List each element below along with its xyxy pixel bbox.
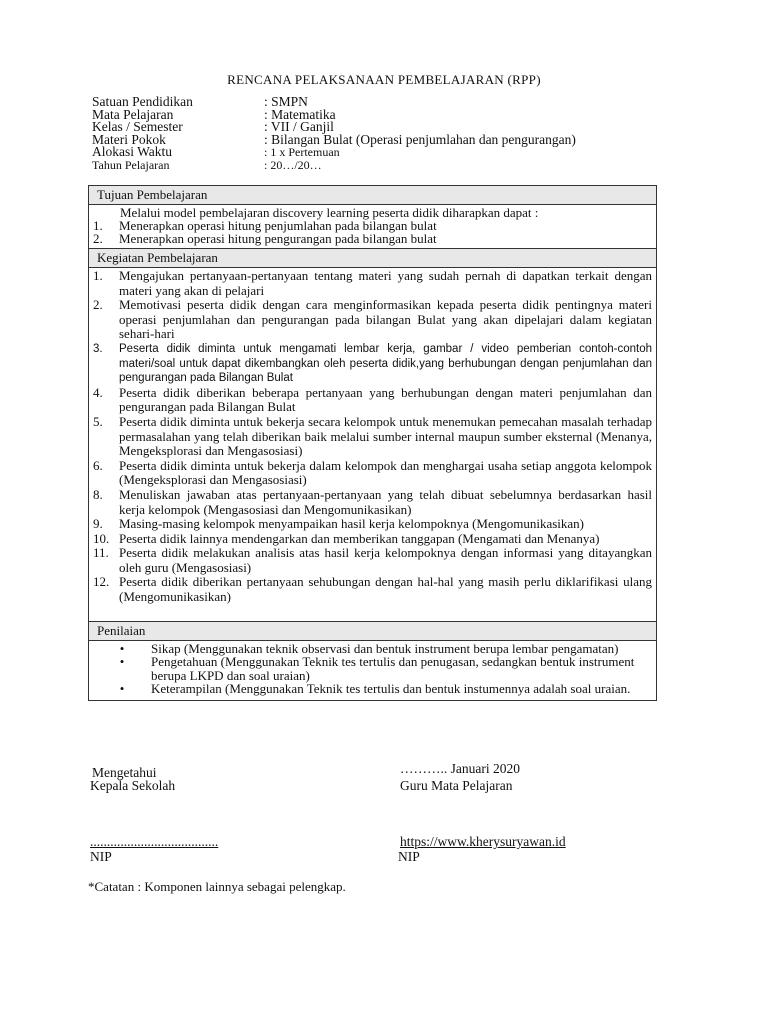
penilaian-header: Penilaian: [89, 621, 657, 640]
rpp-table: [88, 185, 657, 701]
list-item: 4. Peserta didik diberikan beberapa pertanyaan yang berhubungan dengan materi penjumlahan dan pengurangan pada Bilangan Bulat: [93, 384, 652, 415]
signature-line-left: ......................................: [90, 834, 219, 849]
tujuan-header: Tujuan Pembelajaran: [89, 186, 657, 205]
list-item: 3. Peserta didik diminta untuk mengamati lembar kerja, gambar / video pemberian contoh-contoh materi/soal untuk dapat dikembangkan oleh peserta didik,yang berhubungan dengan penjumlahan dan pengurangan pada Bilangan Bulat: [93, 342, 652, 385]
list-item: 8. Menuliskan jawaban atas pertanyaan-pertanyaan yang telah dibuat sebelumnya berdasarkan hasil kerja kelompok (Mengasosiasi dan Mengomunikasikan): [93, 486, 652, 517]
mengetahui-label: Mengetahui: [92, 765, 157, 780]
tujuan-list: [93, 219, 652, 245]
list-item: 2. Menerapkan operasi hitung pengurangan pada bilangan bulat: [93, 231, 437, 246]
list-item: 5. Peserta didik diminta untuk bekerja secara kelompok untuk menemukan pemecahan masalah terhadap permasalahan yang telah diberikan baik melalui sumber internal maupun sumber eksternal (Menanya, Mengeksplorasi dan Mengasosiasi): [93, 413, 652, 459]
list-item: 1. Mengajukan pertanyaan-pertanyaan tentang materi yang sudah pernah di dapatkan terkait dengan materi yang akan di pelajari: [93, 268, 652, 298]
list-item: • Keterampilan (Menggunakan Teknik tes tertulis dan bentuk instumennya adalah soal uraian.: [93, 682, 652, 696]
meta-row-mapel: Mata Pelajaran : Matematika: [92, 106, 336, 122]
website-link[interactable]: https://www.kherysuryawan.id: [400, 834, 566, 849]
bullet-icon: •: [119, 640, 125, 656]
guru-label: Guru Mata Pelajaran: [400, 778, 513, 793]
kegiatan-list: [93, 269, 652, 605]
meta-row-materi: Materi Pokok : Bilangan Bulat (Operasi penjumlahan dan pengurangan): [92, 131, 576, 147]
nip-right: NIP: [398, 849, 420, 864]
meta-row-kelas: Kelas / Semester : VII / Ganjil: [92, 119, 334, 135]
penilaian-section: [89, 640, 657, 700]
list-item: • Sikap (Menggunakan teknik observasi dan bentuk instrument berupa lembar pengamatan): [93, 642, 652, 656]
meta-row-tahun: Tahun Pelajaran : 20…/20…: [92, 157, 322, 172]
bullet-icon: •: [119, 681, 125, 697]
bullet-icon: •: [119, 654, 125, 670]
list-item: 1. Menerapkan operasi hitung penjumlahan pada bilangan bulat: [93, 218, 437, 233]
penilaian-list: [93, 642, 652, 696]
tujuan-intro: Melalui model pembelajaran discovery learning peserta didik diharapkan dapat :: [120, 205, 539, 220]
list-item: 2. Memotivasi peserta didik dengan cara menginformasikan kepada peserta didik pentingnya materi operasi penjumlahan dan pengurangan pada bilangan Bulat yang akan dipelajari dalam kegiatan sehari-hari: [93, 297, 652, 342]
meta-row-alokasi: Alokasi Waktu : 1 x Pertemuan: [92, 144, 340, 160]
list-item: 6. Peserta didik diminta untuk bekerja dalam kelompok dan menghargai usaha setiap anggota kelompok (Mengeksplorasi dan Mengasosiasi): [93, 457, 652, 488]
document-title: RENCANA PELAKSANAAN PEMBELAJARAN (RPP): [227, 72, 541, 87]
footnote: *Catatan : Komponen lainnya sebagai pelengkap.: [88, 879, 346, 894]
list-item: 9. Masing-masing kelompok menyampaikan hasil kerja kelompoknya (Mengomunikasikan): [93, 516, 585, 532]
signature-date: ……….. Januari 2020: [400, 761, 520, 776]
meta-row-satuan: Satuan Pendidikan : SMPN: [92, 94, 308, 109]
list-item: 11. Peserta didik melakukan analisis atas hasil kerja kelompoknya dengan informasi yang ditayangkan oleh guru (Mengasosiasi): [93, 545, 652, 575]
list-item: 12. Peserta didik diberikan pertanyaan sehubungan dengan hal-hal yang masih perlu diklarifikasi ulang (Mengomunikasikan): [93, 574, 652, 605]
list-item: • Pengetahuan (Menggunakan Teknik tes tertulis dan penugasan, sedangkan bentuk instrument berupa LKPD dan soal uraian): [93, 655, 652, 682]
tujuan-section: [89, 205, 657, 249]
kegiatan-section: [89, 268, 657, 622]
list-item: 10. Peserta didik lainnya mendengarkan dan memberikan tanggapan (Mengamati dan Menanya): [93, 530, 600, 546]
nip-left: NIP: [90, 849, 112, 864]
kegiatan-header: Kegiatan Pembelajaran: [89, 249, 657, 268]
kepala-sekolah-label: Kepala Sekolah: [90, 778, 176, 793]
identity-block: [92, 96, 576, 172]
